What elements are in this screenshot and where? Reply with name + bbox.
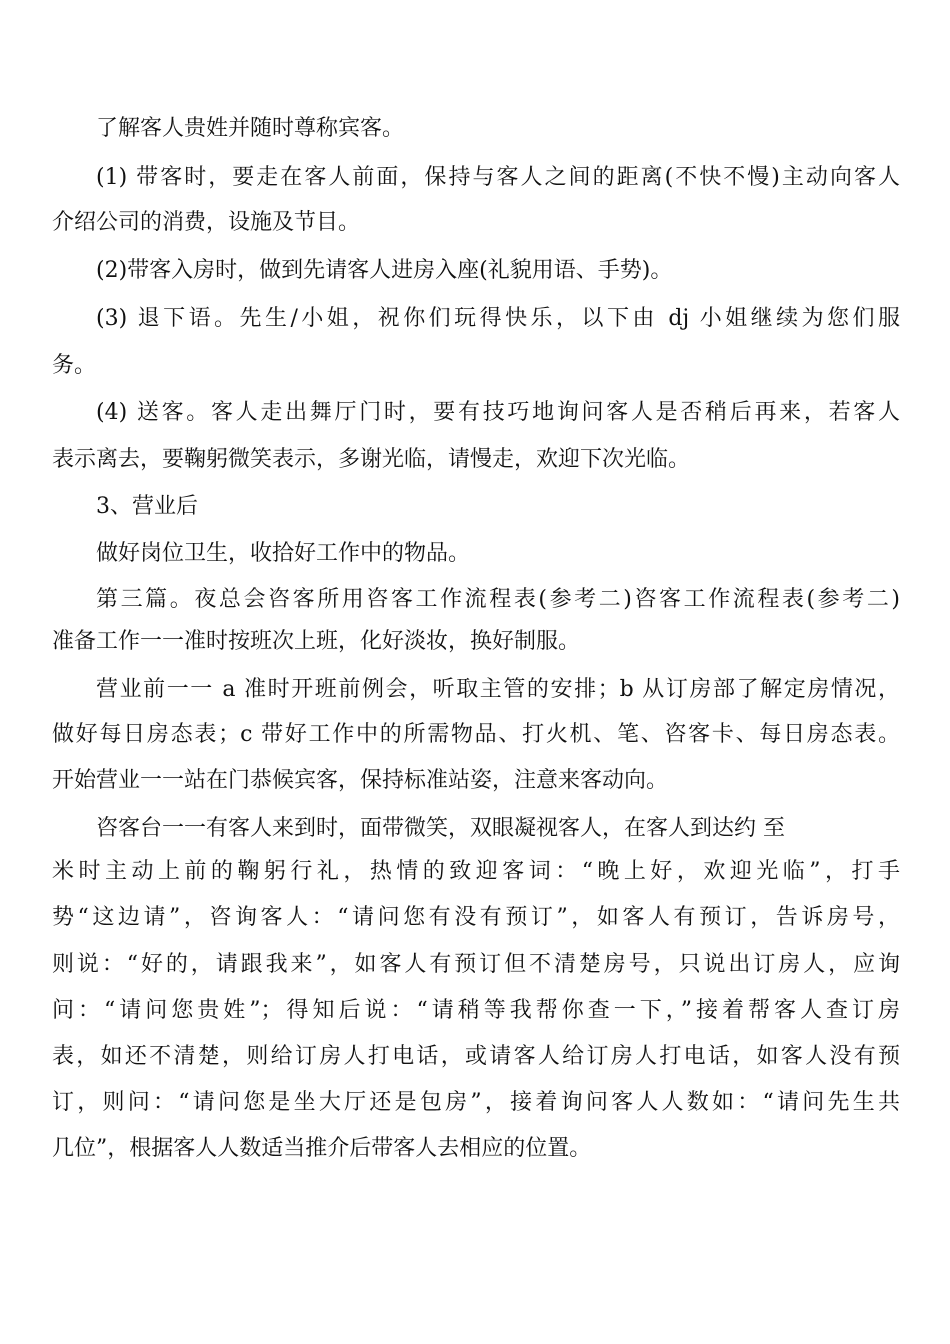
text-line: 营业前一一 a 准时开班前例会，听取主管的安排；b 从订房部了解定房情况， bbox=[96, 677, 900, 702]
section-heading: 3、营业后 bbox=[96, 494, 198, 519]
text-line: 则说：“好的，请跟我来”，如客人有预订但不清楚房号，只说出订房人，应询 bbox=[52, 952, 900, 977]
text-line: 订，则问：“请问您是坐大厅还是包房”，接着询问客人人数如：“请问先生共 bbox=[52, 1090, 900, 1115]
text-line: 做好岗位卫生，收拾好工作中的物品。 bbox=[96, 541, 471, 566]
text-line: 做好每日房态表；c 带好工作中的所需物品、打火机、笔、咨客卡、每日房态表。 bbox=[52, 722, 900, 747]
text-line: (4) 送客。客人走出舞厅门时，要有技巧地询问客人是否稍后再来，若客人 bbox=[96, 400, 900, 425]
text-line: 表，如还不清楚，则给订房人打电话，或请客人给订房人打电话，如客人没有预 bbox=[52, 1044, 900, 1069]
text-line: 咨客台一一有客人来到时，面带微笑，双眼凝视客人，在客人到达约 至 bbox=[96, 816, 785, 841]
text-line: (3) 退下语。先生/小姐，祝你们玩得快乐，以下由 dj 小姐继续为您们服 bbox=[96, 306, 900, 331]
text-line: 介绍公司的消费，设施及节目。 bbox=[52, 210, 361, 235]
text-line: 表示离去，要鞠躬微笑表示，多谢光临，请慢走，欢迎下次光临。 bbox=[52, 447, 691, 472]
text-line: 势“这边请”，咨询客人：“请问您有没有预订”，如客人有预订，告诉房号， bbox=[52, 905, 900, 930]
text-line: 几位”，根据客人人数适当推介后带客人去相应的位置。 bbox=[52, 1136, 592, 1161]
text-line: (1) 带客时，要走在客人前面，保持与客人之间的距离(不快不慢)主动向客人 bbox=[96, 165, 900, 190]
text-line: 米时主动上前的鞠躬行礼，热情的致迎客词：“晚上好，欢迎光临”，打手 bbox=[52, 859, 900, 884]
text-line: 务。 bbox=[52, 353, 97, 378]
text-line: 准备工作一一准时按班次上班，化好淡妆，换好制服。 bbox=[52, 629, 581, 654]
text-line: 第三篇。夜总会咨客所用咨客工作流程表(参考二)咨客工作流程表(参考二) bbox=[96, 587, 900, 612]
text-line: 问：“请问您贵姓”；得知后说：“请稍等我帮你查一下，”接着帮客人查订房 bbox=[52, 998, 900, 1023]
text-line: 开始营业一一站在门恭候宾客，保持标准站姿，注意来客动向。 bbox=[52, 768, 669, 793]
text-line: (2)带客入房时，做到先请客人进房入座(礼貌用语、手势)。 bbox=[96, 258, 673, 283]
text-line: 了解客人贵姓并随时尊称宾客。 bbox=[96, 116, 405, 141]
